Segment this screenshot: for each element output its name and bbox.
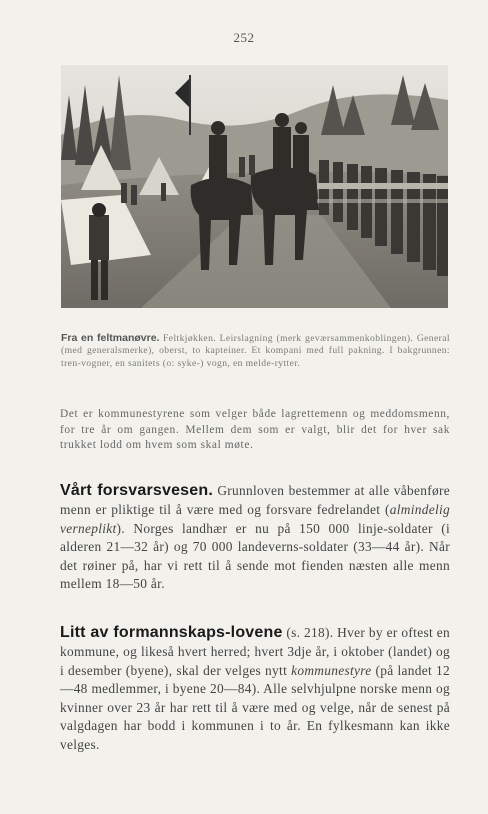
- page-number: 252: [233, 30, 255, 45]
- section-text: (s. 218). Hver by er oftest en kommune, og likeså hvert herred; hvert 3dje år, i oktober (landet) og i desember (byene), skal der velges nytt: [60, 625, 450, 678]
- caption-lead: Fra en feltmanøvre.: [61, 331, 160, 344]
- section-forsvarsvesen: [60, 482, 450, 594]
- section-emphasis: almindelig verneplikt: [60, 501, 450, 536]
- section-text: (på landet 12—48 medlemmer, i byene 20—84). Alle selvhjulpne norske menn og kvinner over 23 år har rett til å være med og velge, når de senest på valgdagen har bodd i kommunen i to år. En fylkesmann kan ikke velges.: [60, 662, 450, 752]
- photo-caption: [61, 332, 450, 371]
- section-heading: Vårt forsvarsvesen.: [60, 482, 213, 500]
- section-emphasis: kommunestyre: [291, 662, 372, 678]
- section-heading: Litt av formannskaps-lovene: [60, 624, 283, 642]
- field-maneuver-photo: [61, 65, 448, 308]
- section-text: Grunnloven bestemmer at alle våbenføre menn er pliktige til å være med og forsvare fedrelandet (: [60, 483, 450, 517]
- caption-text: Feltkjøkken. Leirslagning (merk geværsammenkoblingen). General (med generalsmerke), oberst, to kapteiner. Et kompani med full pakning. I bakgrunnen: tren-vogner, en sanitets (o: syke-) vogn, en melde-rytter.: [61, 332, 450, 369]
- section-text: ). Norges landhær er nu på 150 000 linje-soldater (i alderen 21—32 år) og 70 000 landeverns-soldater (33—44 år). Når det røiner på, har vi rett til å sende mot fienden næsten alle menn mellem 18—50 år.: [60, 520, 450, 592]
- intro-paragraph: Det er kommunestyrene som velger både lagrettemenn og meddomsmenn, for tre år om gangen. Mellem dem som er valgt, blir det for hver sak trukket lodd om hvem som skal møte.: [60, 408, 450, 451]
- photo-illustration: [61, 65, 448, 308]
- section-formannskapslovene: [60, 624, 450, 754]
